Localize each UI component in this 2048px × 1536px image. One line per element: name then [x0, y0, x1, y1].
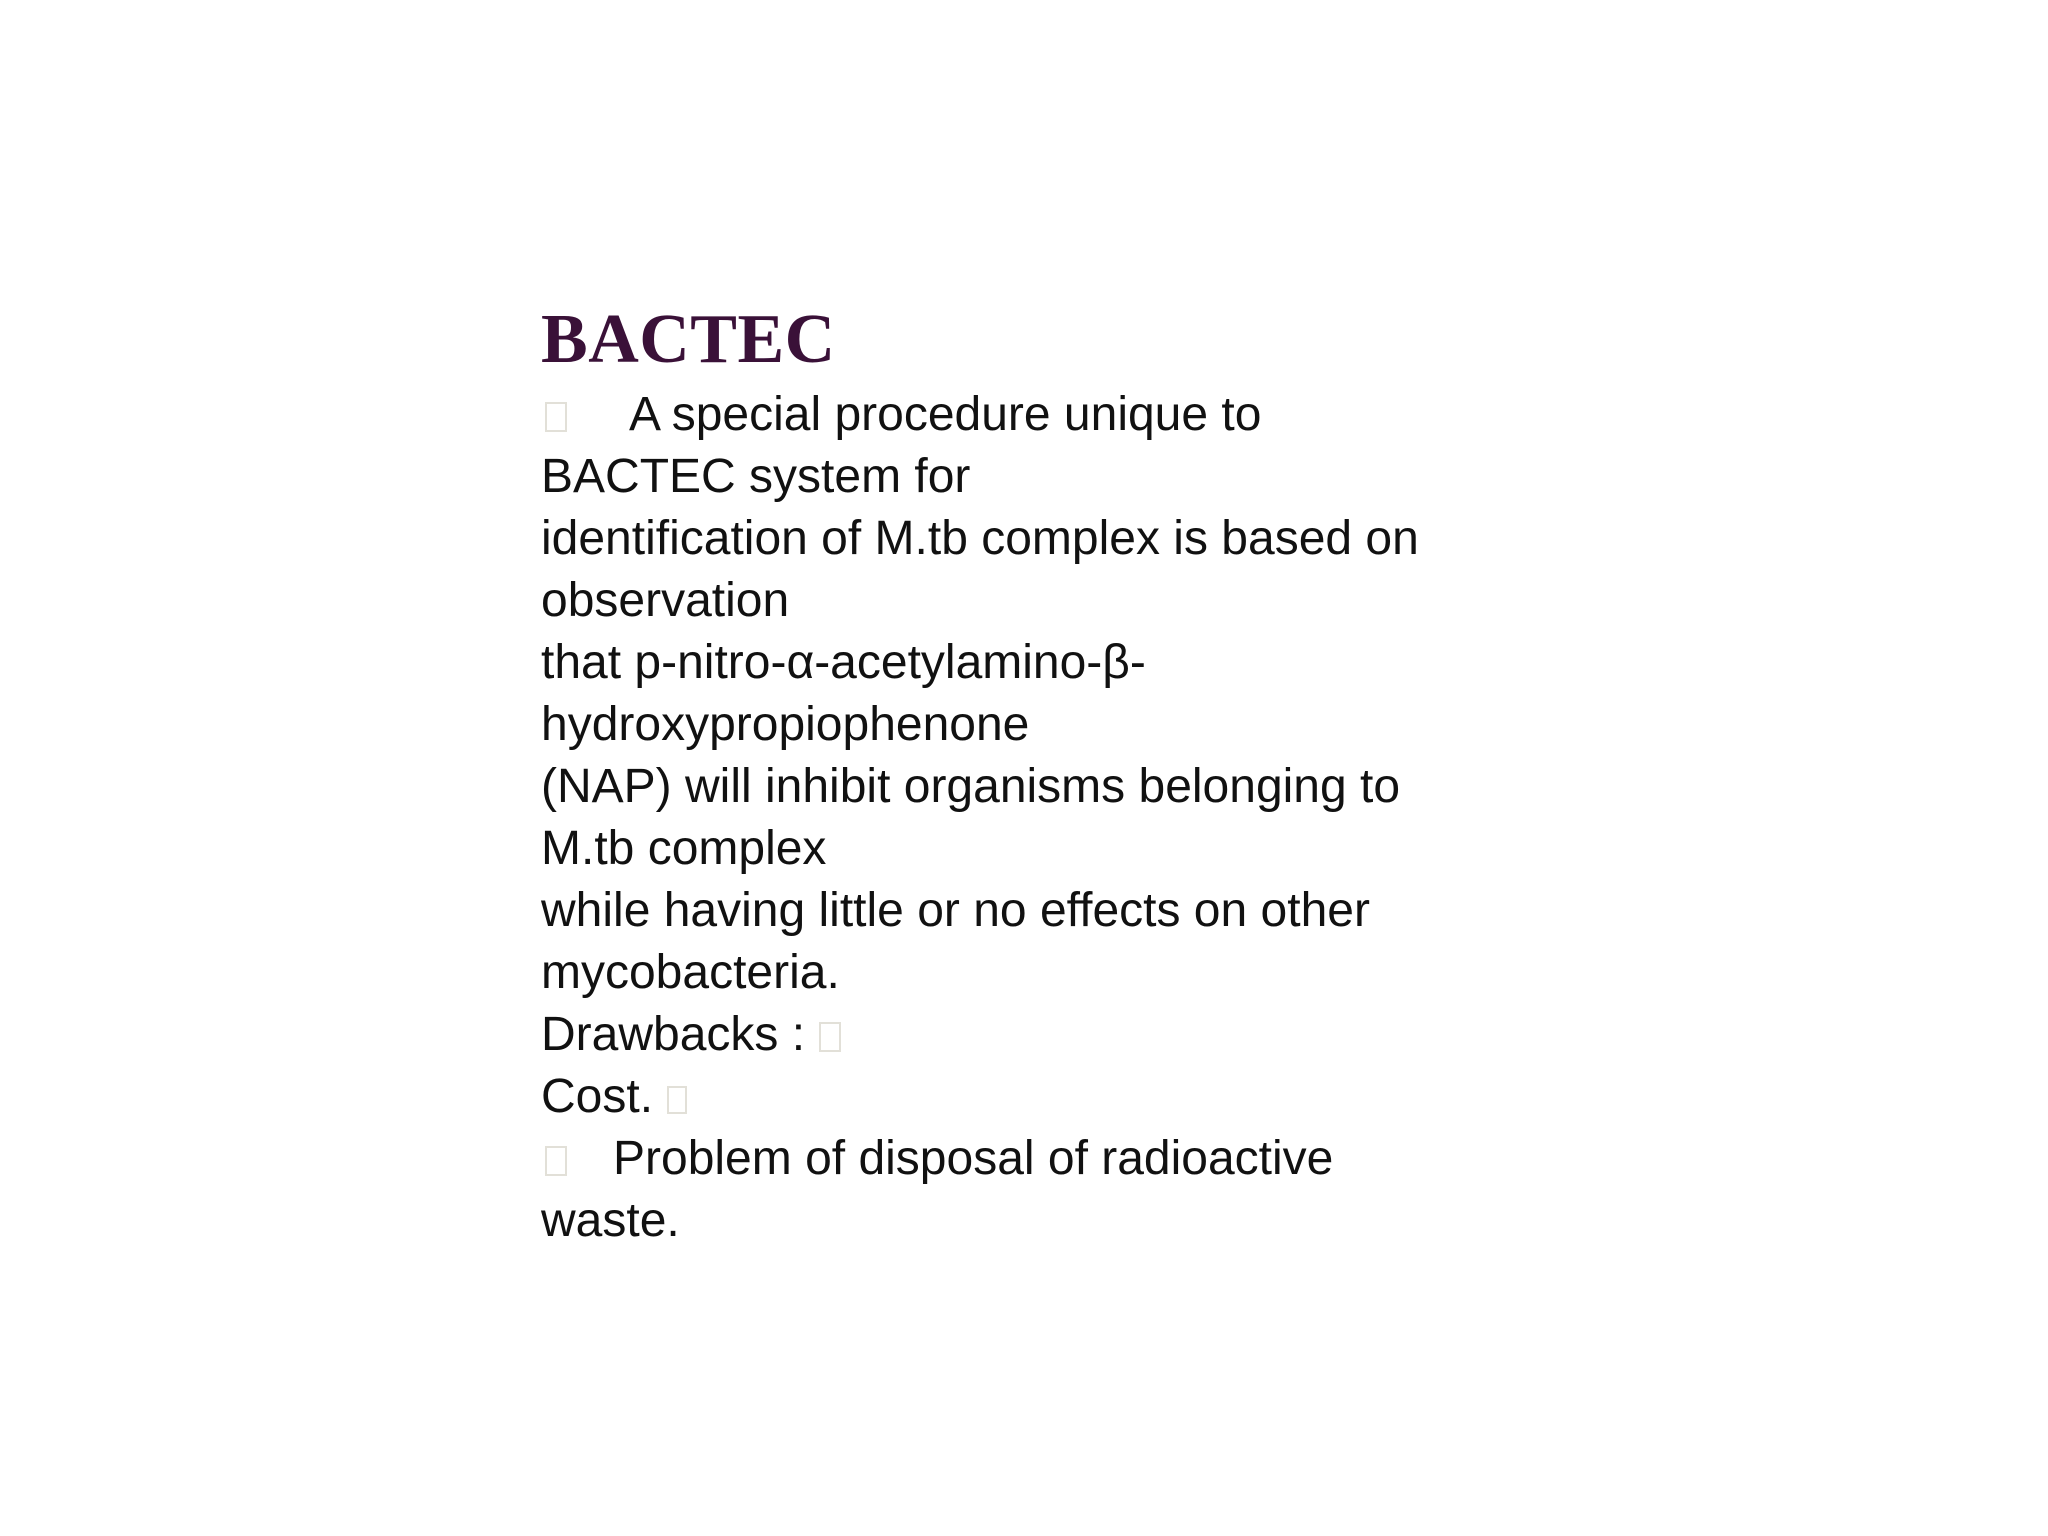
slide-title: BACTEC — [541, 301, 836, 378]
body-line — [541, 384, 1521, 446]
body-line-text: Drawbacks : — [541, 1008, 806, 1061]
bullet-placeholder-icon — [545, 402, 567, 432]
slide-content — [541, 300, 1521, 1252]
bullet-placeholder-icon — [819, 1022, 841, 1052]
body-line: M.tb complex — [541, 822, 827, 875]
body-line: BACTEC system for — [541, 450, 971, 503]
body-line: identification of M.tb complex is based on — [541, 512, 1419, 565]
body-line — [541, 1128, 1521, 1190]
body-line: observation — [541, 574, 790, 627]
body-line: while having little or no effects on other — [541, 884, 1370, 937]
body-line-text: Cost. — [541, 1070, 654, 1123]
body-line: hydroxypropiophenone — [541, 698, 1030, 751]
body-line: that p-nitro-α-acetylamino-β- — [541, 636, 1146, 689]
body-line — [541, 1004, 1521, 1066]
body-line: (NAP) will inhibit organisms belonging to — [541, 760, 1401, 813]
body-line: mycobacteria. — [541, 946, 840, 999]
bullet-placeholder-icon — [545, 1146, 567, 1176]
body-line-text: Problem of disposal of radioactive — [613, 1132, 1334, 1185]
body-line — [541, 1066, 1521, 1128]
body-line-text: A special procedure unique to — [629, 388, 1262, 441]
body-line: waste. — [541, 1194, 680, 1247]
bullet-placeholder-icon — [667, 1086, 687, 1114]
